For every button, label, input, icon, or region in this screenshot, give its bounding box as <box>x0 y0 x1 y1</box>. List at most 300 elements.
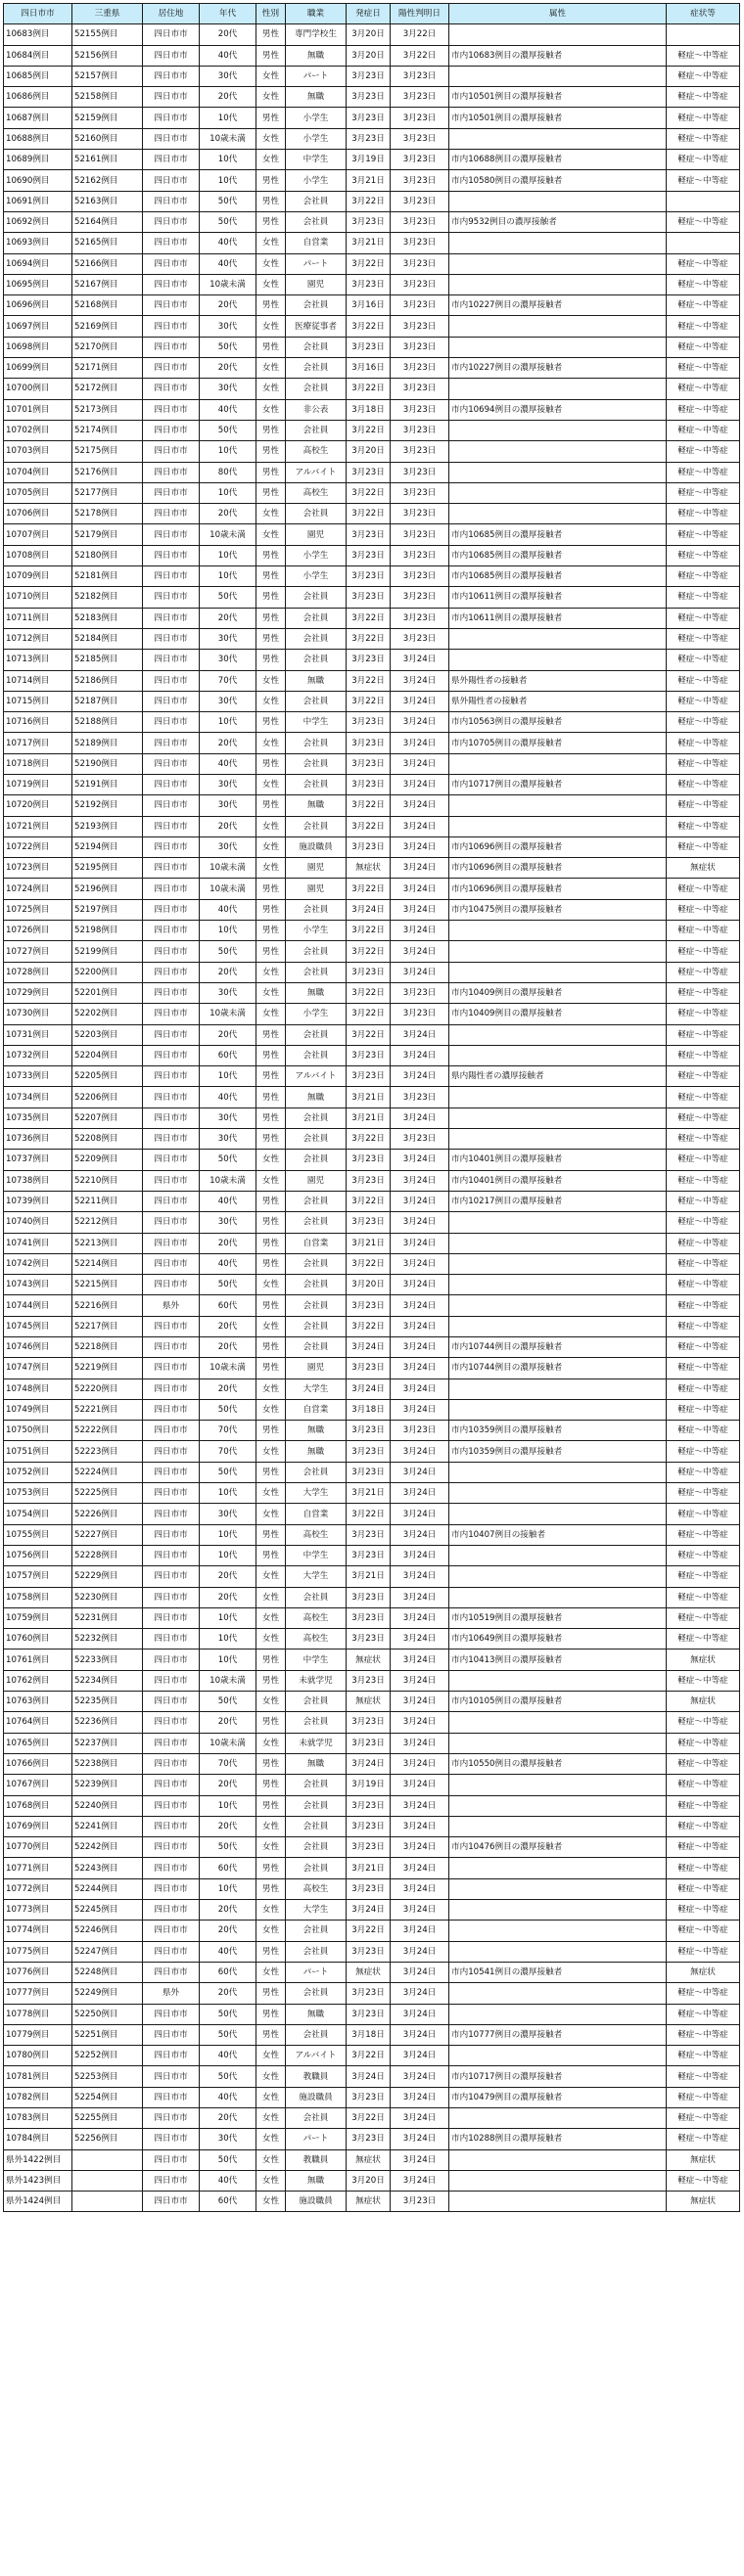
symptoms-cell: 軽症～中等症 <box>667 1129 740 1150</box>
sex-cell: 女性 <box>256 858 286 879</box>
positive-date-cell: 3月23日 <box>391 66 449 86</box>
residence-cell: 四日市市 <box>143 2149 200 2170</box>
sex-cell: 女性 <box>256 358 286 379</box>
sex-cell: 女性 <box>256 1692 286 1712</box>
symptoms-cell: 軽症～中等症 <box>667 1858 740 1878</box>
pref-case-cell: 52250例目 <box>72 2004 143 2024</box>
occupation-cell: 会社員 <box>286 191 347 211</box>
city-case-cell: 10763例目 <box>4 1692 72 1712</box>
symptoms-cell: 軽症～中等症 <box>667 399 740 420</box>
table-row <box>4 1983 740 2004</box>
symptoms-cell: 軽症～中等症 <box>667 774 740 794</box>
city-case-cell: 10782例目 <box>4 2087 72 2107</box>
sex-cell: 女性 <box>256 66 286 86</box>
table-row <box>4 1504 740 1524</box>
attribute-cell <box>449 482 667 503</box>
age-cell: 50代 <box>200 191 256 211</box>
pref-case-cell: 52218例目 <box>72 1337 143 1358</box>
pref-case-cell: 52208例目 <box>72 1129 143 1150</box>
pref-case-cell: 52249例目 <box>72 1983 143 2004</box>
occupation-cell: 自営業 <box>286 1504 347 1524</box>
residence-cell: 四日市市 <box>143 587 200 608</box>
onset-date-cell: 3月22日 <box>347 504 391 524</box>
sex-cell: 女性 <box>256 670 286 691</box>
age-cell: 60代 <box>200 2192 256 2212</box>
positive-date-cell: 3月24日 <box>391 2024 449 2045</box>
table-row <box>4 1421 740 1441</box>
occupation-cell: 会社員 <box>286 816 347 836</box>
city-case-cell: 10703例目 <box>4 441 72 462</box>
occupation-cell: 会社員 <box>286 1275 347 1295</box>
city-case-cell: 10745例目 <box>4 1316 72 1336</box>
attribute-cell: 市内10413例目の濃厚接触者 <box>449 1650 667 1670</box>
positive-date-cell: 3月24日 <box>391 962 449 982</box>
positive-date-cell: 3月24日 <box>391 1607 449 1628</box>
residence-cell: 四日市市 <box>143 650 200 670</box>
occupation-cell: パート <box>286 2129 347 2149</box>
sex-cell: 男性 <box>256 45 286 66</box>
sex-cell: 男性 <box>256 1253 286 1274</box>
occupation-cell: 園児 <box>286 879 347 899</box>
sex-cell: 男性 <box>256 628 286 649</box>
age-cell: 30代 <box>200 691 256 711</box>
positive-date-cell: 3月23日 <box>391 316 449 337</box>
age-cell: 20代 <box>200 1337 256 1358</box>
onset-date-cell: 3月23日 <box>347 1587 391 1607</box>
sex-cell: 男性 <box>256 1107 286 1128</box>
age-cell: 30代 <box>200 982 256 1003</box>
city-case-cell: 10756例目 <box>4 1545 72 1565</box>
age-cell: 30代 <box>200 66 256 86</box>
symptoms-cell: 軽症～中等症 <box>667 1337 740 1358</box>
city-case-cell: 10773例目 <box>4 1900 72 1921</box>
pref-case-cell: 52190例目 <box>72 753 143 774</box>
table-row <box>4 1921 740 1941</box>
residence-cell: 四日市市 <box>143 2107 200 2128</box>
attribute-cell <box>449 941 667 962</box>
table-row <box>4 1692 740 1712</box>
positive-date-cell: 3月23日 <box>391 358 449 379</box>
occupation-cell: 会社員 <box>286 1024 347 1045</box>
attribute-cell <box>449 1566 667 1587</box>
age-cell: 10代 <box>200 1524 256 1545</box>
attribute-cell <box>449 1275 667 1295</box>
occupation-cell: 園児 <box>286 274 347 294</box>
sex-cell: 男性 <box>256 879 286 899</box>
residence-cell: 四日市市 <box>143 1004 200 1024</box>
occupation-cell: 高校生 <box>286 1878 347 1899</box>
onset-date-cell: 3月23日 <box>347 1421 391 1441</box>
pref-case-cell <box>72 2170 143 2191</box>
age-cell: 10歳未満 <box>200 1170 256 1191</box>
symptoms-cell: 軽症～中等症 <box>667 2066 740 2087</box>
positive-date-cell: 3月23日 <box>391 982 449 1003</box>
city-case-cell: 10762例目 <box>4 1670 72 1691</box>
sex-cell: 女性 <box>256 2149 286 2170</box>
age-cell: 30代 <box>200 1129 256 1150</box>
occupation-cell: 小学生 <box>286 128 347 149</box>
city-case-cell: 10774例目 <box>4 1921 72 1941</box>
pref-case-cell: 52197例目 <box>72 899 143 920</box>
onset-date-cell: 3月22日 <box>347 191 391 211</box>
positive-date-cell: 3月24日 <box>391 1233 449 1253</box>
age-cell: 50代 <box>200 1837 256 1858</box>
occupation-cell: 施設職員 <box>286 836 347 857</box>
positive-date-cell: 3月24日 <box>391 1858 449 1878</box>
residence-cell: 四日市市 <box>143 233 200 253</box>
attribute-cell <box>449 24 667 45</box>
age-cell: 20代 <box>200 1775 256 1795</box>
sex-cell: 男性 <box>256 1712 286 1733</box>
attribute-cell: 市内10717例目の濃厚接触者 <box>449 774 667 794</box>
symptoms-cell: 軽症～中等症 <box>667 1795 740 1816</box>
residence-cell: 四日市市 <box>143 1066 200 1087</box>
sex-cell: 男性 <box>256 608 286 628</box>
positive-date-cell: 3月24日 <box>391 899 449 920</box>
residence-cell: 四日市市 <box>143 1316 200 1336</box>
symptoms-cell <box>667 191 740 211</box>
attribute-cell <box>449 628 667 649</box>
pref-case-cell: 52221例目 <box>72 1399 143 1420</box>
age-cell: 20代 <box>200 1378 256 1399</box>
header-positive-date: 陽性判明日 <box>391 4 449 24</box>
age-cell: 30代 <box>200 795 256 816</box>
symptoms-cell: 軽症～中等症 <box>667 795 740 816</box>
symptoms-cell: 軽症～中等症 <box>667 1941 740 1962</box>
sex-cell: 男性 <box>256 1421 286 1441</box>
residence-cell: 四日市市 <box>143 524 200 545</box>
city-case-cell: 10718例目 <box>4 753 72 774</box>
table-row <box>4 774 740 794</box>
age-cell: 10代 <box>200 1878 256 1899</box>
attribute-cell: 市内10479例目の濃厚接触者 <box>449 2087 667 2107</box>
positive-date-cell: 3月23日 <box>391 420 449 440</box>
residence-cell: 四日市市 <box>143 1150 200 1170</box>
age-cell: 40代 <box>200 1253 256 1274</box>
city-case-cell: 10696例目 <box>4 295 72 316</box>
table-row <box>4 816 740 836</box>
occupation-cell: 会社員 <box>286 1692 347 1712</box>
age-cell: 40代 <box>200 1087 256 1107</box>
city-case-cell: 10709例目 <box>4 566 72 587</box>
occupation-cell: 小学生 <box>286 921 347 941</box>
occupation-cell: 会社員 <box>286 1983 347 2004</box>
occupation-cell: 会社員 <box>286 2107 347 2128</box>
age-cell: 70代 <box>200 1753 256 1774</box>
attribute-cell: 市内10696例目の濃厚接触者 <box>449 858 667 879</box>
positive-date-cell: 3月24日 <box>391 1983 449 2004</box>
positive-date-cell: 3月24日 <box>391 691 449 711</box>
table-row <box>4 1066 740 1087</box>
pref-case-cell: 52180例目 <box>72 545 143 565</box>
positive-date-cell: 3月24日 <box>391 733 449 753</box>
city-case-cell: 10699例目 <box>4 358 72 379</box>
pref-case-cell: 52223例目 <box>72 1441 143 1462</box>
occupation-cell: 無職 <box>286 87 347 108</box>
pref-case-cell: 52159例目 <box>72 108 143 128</box>
city-case-cell: 10704例目 <box>4 462 72 482</box>
attribute-cell <box>449 1483 667 1504</box>
positive-date-cell: 3月24日 <box>391 1045 449 1065</box>
table-row <box>4 1233 740 1253</box>
onset-date-cell: 3月23日 <box>347 462 391 482</box>
age-cell: 50代 <box>200 1275 256 1295</box>
residence-cell: 四日市市 <box>143 2192 200 2212</box>
onset-date-cell: 3月22日 <box>347 1024 391 1045</box>
onset-date-cell: 3月24日 <box>347 1900 391 1921</box>
attribute-cell <box>449 253 667 274</box>
positive-date-cell: 3月24日 <box>391 1107 449 1128</box>
pref-case-cell: 52215例目 <box>72 1275 143 1295</box>
residence-cell: 県外 <box>143 1983 200 2004</box>
city-case-cell: 10712例目 <box>4 628 72 649</box>
attribute-cell: 市内10696例目の濃厚接触者 <box>449 879 667 899</box>
symptoms-cell: 軽症～中等症 <box>667 524 740 545</box>
table-row <box>4 1587 740 1607</box>
age-cell: 40代 <box>200 2170 256 2191</box>
symptoms-cell: 軽症～中等症 <box>667 982 740 1003</box>
age-cell: 20代 <box>200 504 256 524</box>
pref-case-cell: 52213例目 <box>72 1233 143 1253</box>
pref-case-cell: 52157例目 <box>72 66 143 86</box>
pref-case-cell: 52168例目 <box>72 295 143 316</box>
symptoms-cell <box>667 233 740 253</box>
occupation-cell: 小学生 <box>286 170 347 191</box>
occupation-cell: 会社員 <box>286 650 347 670</box>
city-case-cell: 10717例目 <box>4 733 72 753</box>
symptoms-cell: 軽症～中等症 <box>667 1753 740 1774</box>
age-cell: 10代 <box>200 150 256 170</box>
sex-cell: 女性 <box>256 2087 286 2107</box>
occupation-cell: 教職員 <box>286 2149 347 2170</box>
residence-cell: 四日市市 <box>143 462 200 482</box>
occupation-cell: 会社員 <box>286 1921 347 1941</box>
symptoms-cell: 軽症～中等症 <box>667 1983 740 2004</box>
sex-cell: 女性 <box>256 962 286 982</box>
positive-date-cell: 3月23日 <box>391 128 449 149</box>
age-cell: 20代 <box>200 1900 256 1921</box>
positive-date-cell: 3月22日 <box>391 24 449 45</box>
onset-date-cell: 3月23日 <box>347 1462 391 1482</box>
age-cell: 20代 <box>200 733 256 753</box>
residence-cell: 四日市市 <box>143 545 200 565</box>
occupation-cell: 小学生 <box>286 108 347 128</box>
positive-date-cell: 3月24日 <box>391 1837 449 1858</box>
residence-cell: 四日市市 <box>143 1170 200 1191</box>
age-cell: 10代 <box>200 1483 256 1504</box>
table-row <box>4 2149 740 2170</box>
sex-cell: 女性 <box>256 524 286 545</box>
positive-date-cell: 3月24日 <box>391 2129 449 2149</box>
city-case-cell: 10731例目 <box>4 1024 72 1045</box>
sex-cell: 男性 <box>256 545 286 565</box>
attribute-cell: 市内10359例目の濃厚接触者 <box>449 1441 667 1462</box>
positive-date-cell: 3月24日 <box>391 1378 449 1399</box>
city-case-cell: 10695例目 <box>4 274 72 294</box>
symptoms-cell: 軽症～中等症 <box>667 1212 740 1233</box>
city-case-cell: 10694例目 <box>4 253 72 274</box>
symptoms-cell: 軽症～中等症 <box>667 670 740 691</box>
table-row <box>4 753 740 774</box>
residence-cell: 四日市市 <box>143 66 200 86</box>
age-cell: 10歳未満 <box>200 1733 256 1753</box>
city-case-cell: 10691例目 <box>4 191 72 211</box>
city-case-cell: 10728例目 <box>4 962 72 982</box>
sex-cell: 女性 <box>256 774 286 794</box>
table-row <box>4 650 740 670</box>
header-age: 年代 <box>200 4 256 24</box>
occupation-cell: 会社員 <box>286 1212 347 1233</box>
city-case-cell: 10716例目 <box>4 712 72 733</box>
symptoms-cell: 軽症～中等症 <box>667 1629 740 1650</box>
residence-cell: 四日市市 <box>143 1191 200 1211</box>
pref-case-cell: 52161例目 <box>72 150 143 170</box>
header-occupation: 職業 <box>286 4 347 24</box>
pref-case-cell: 52234例目 <box>72 1670 143 1691</box>
positive-date-cell: 3月23日 <box>391 628 449 649</box>
age-cell: 30代 <box>200 316 256 337</box>
sex-cell: 男性 <box>256 1878 286 1899</box>
onset-date-cell: 3月20日 <box>347 45 391 66</box>
symptoms-cell: 軽症～中等症 <box>667 753 740 774</box>
symptoms-cell: 軽症～中等症 <box>667 504 740 524</box>
residence-cell: 四日市市 <box>143 1837 200 1858</box>
residence-cell: 四日市市 <box>143 1087 200 1107</box>
city-case-cell: 10752例目 <box>4 1462 72 1482</box>
residence-cell: 四日市市 <box>143 1900 200 1921</box>
city-case-cell: 10686例目 <box>4 87 72 108</box>
city-case-cell: 10750例目 <box>4 1421 72 1441</box>
symptoms-cell: 軽症～中等症 <box>667 1191 740 1211</box>
pref-case-cell: 52231例目 <box>72 1607 143 1628</box>
onset-date-cell: 3月23日 <box>347 1983 391 2004</box>
pref-case-cell: 52240例目 <box>72 1795 143 1816</box>
age-cell: 30代 <box>200 1107 256 1128</box>
pref-case-cell: 52191例目 <box>72 774 143 794</box>
pref-case-cell: 52198例目 <box>72 921 143 941</box>
onset-date-cell: 無症状 <box>347 1692 391 1712</box>
pref-case-cell: 52196例目 <box>72 879 143 899</box>
header-residence: 居住地 <box>143 4 200 24</box>
pref-case-cell: 52205例目 <box>72 1066 143 1087</box>
attribute-cell <box>449 2046 667 2066</box>
occupation-cell: 会社員 <box>286 1858 347 1878</box>
symptoms-cell: 軽症～中等症 <box>667 836 740 857</box>
residence-cell: 四日市市 <box>143 1545 200 1565</box>
attribute-cell: 市内10685例目の濃厚接触者 <box>449 545 667 565</box>
sex-cell: 女性 <box>256 691 286 711</box>
onset-date-cell: 3月22日 <box>347 482 391 503</box>
occupation-cell: 会社員 <box>286 295 347 316</box>
symptoms-cell: 軽症～中等症 <box>667 45 740 66</box>
positive-date-cell: 3月24日 <box>391 1816 449 1836</box>
sex-cell: 女性 <box>256 1921 286 1941</box>
onset-date-cell: 無症状 <box>347 1650 391 1670</box>
attribute-cell: 市内10476例目の濃厚接触者 <box>449 1837 667 1858</box>
occupation-cell: 会社員 <box>286 379 347 399</box>
symptoms-cell: 軽症～中等症 <box>667 1816 740 1836</box>
symptoms-cell: 軽症～中等症 <box>667 1316 740 1336</box>
residence-cell: 四日市市 <box>143 2066 200 2087</box>
positive-date-cell: 3月23日 <box>391 233 449 253</box>
onset-date-cell: 3月19日 <box>347 150 391 170</box>
onset-date-cell: 3月24日 <box>347 2066 391 2087</box>
positive-date-cell: 3月24日 <box>391 1358 449 1378</box>
pref-case-cell: 52166例目 <box>72 253 143 274</box>
attribute-cell: 市内10649例目の濃厚接触者 <box>449 1629 667 1650</box>
city-case-cell: 10723例目 <box>4 858 72 879</box>
symptoms-cell: 軽症～中等症 <box>667 1399 740 1420</box>
occupation-cell: 無職 <box>286 795 347 816</box>
pref-case-cell: 52212例目 <box>72 1212 143 1233</box>
age-cell: 50代 <box>200 1462 256 1482</box>
city-case-cell: 10683例目 <box>4 24 72 45</box>
sex-cell: 女性 <box>256 1150 286 1170</box>
age-cell: 40代 <box>200 1191 256 1211</box>
positive-date-cell: 3月24日 <box>391 2066 449 2087</box>
onset-date-cell: 3月21日 <box>347 233 391 253</box>
attribute-cell: 市内10550例目の濃厚接触者 <box>449 1753 667 1774</box>
attribute-cell: 市内10777例目の濃厚接触者 <box>449 2024 667 2045</box>
age-cell: 20代 <box>200 1921 256 1941</box>
occupation-cell: パート <box>286 1962 347 1982</box>
pref-case-cell: 52200例目 <box>72 962 143 982</box>
sex-cell: 男性 <box>256 941 286 962</box>
attribute-cell <box>449 1233 667 1253</box>
table-row <box>4 295 740 316</box>
residence-cell: 四日市市 <box>143 1024 200 1045</box>
pref-case-cell: 52247例目 <box>72 1941 143 1962</box>
positive-date-cell: 3月23日 <box>391 441 449 462</box>
city-case-cell: 10714例目 <box>4 670 72 691</box>
table-row <box>4 1795 740 1816</box>
occupation-cell: アルバイト <box>286 1066 347 1087</box>
attribute-cell <box>449 1295 667 1316</box>
symptoms-cell: 軽症～中等症 <box>667 150 740 170</box>
city-case-cell: 10692例目 <box>4 211 72 232</box>
age-cell: 10歳未満 <box>200 274 256 294</box>
positive-date-cell: 3月24日 <box>391 795 449 816</box>
residence-cell: 四日市市 <box>143 128 200 149</box>
age-cell: 10代 <box>200 108 256 128</box>
age-cell: 50代 <box>200 2149 256 2170</box>
city-case-cell: 10741例目 <box>4 1233 72 1253</box>
table-row <box>4 1733 740 1753</box>
attribute-cell <box>449 753 667 774</box>
occupation-cell: 無職 <box>286 670 347 691</box>
symptoms-cell: 軽症～中等症 <box>667 379 740 399</box>
sex-cell: 男性 <box>256 566 286 587</box>
symptoms-cell: 軽症～中等症 <box>667 1733 740 1753</box>
attribute-cell <box>449 1316 667 1336</box>
sex-cell: 女性 <box>256 253 286 274</box>
table-row <box>4 1566 740 1587</box>
occupation-cell: 無職 <box>286 1087 347 1107</box>
positive-date-cell: 3月24日 <box>391 1316 449 1336</box>
sex-cell: 女性 <box>256 1483 286 1504</box>
onset-date-cell: 3月23日 <box>347 1712 391 1733</box>
symptoms-cell: 無症状 <box>667 1962 740 1982</box>
occupation-cell: 会社員 <box>286 1795 347 1816</box>
pref-case-cell: 52241例目 <box>72 1816 143 1836</box>
attribute-cell <box>449 1900 667 1921</box>
occupation-cell: 会社員 <box>286 1462 347 1482</box>
residence-cell: 四日市市 <box>143 1233 200 1253</box>
sex-cell: 女性 <box>256 1900 286 1921</box>
age-cell: 10代 <box>200 1545 256 1565</box>
occupation-cell: 無職 <box>286 982 347 1003</box>
pref-case-cell <box>72 2149 143 2170</box>
